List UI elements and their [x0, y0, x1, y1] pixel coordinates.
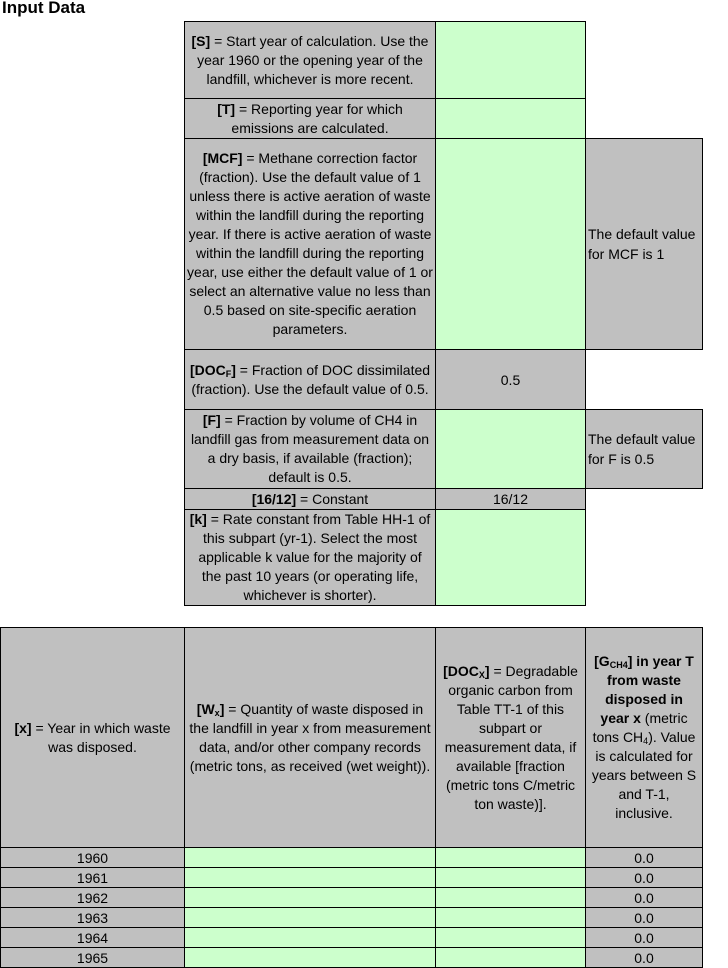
param-text: = Rate constant from Table HH-1 of this subpart (yr-1). Select the most applicable k value for the majority of the past 10 years (or operating life, whichever is shorter).: [198, 511, 431, 603]
header-year: [x] = Year in which waste was disposed.: [0, 627, 185, 848]
doc-cell[interactable]: [435, 887, 586, 908]
waste-quantity-cell[interactable]: [184, 907, 436, 928]
note-f: The default value for F is 0.5: [585, 409, 703, 489]
param-key: [T]: [217, 100, 236, 117]
page-title: Input Data: [2, 0, 86, 17]
input-value-docf: 0.5: [435, 349, 586, 410]
param-text: = Start year of calculation. Use the year 1960 or the opening year of the landfill, whichever is more recent.: [197, 32, 429, 87]
input-desc-mcf: [184, 138, 436, 350]
param-text: = Methane correction factor (fraction). Use the default value of 1 unless there is active aeration of waste within the landfill during the reporting year. If there is active aeration of waste within the landfill during the reporting year, use either the default value of 1 or select an alternative value no less than 0.5 based on site-specific aeration parameters.: [187, 150, 433, 337]
waste-quantity-cell[interactable]: [184, 887, 436, 908]
waste-quantity-cell[interactable]: [184, 847, 436, 868]
input-value-mcf[interactable]: [435, 138, 586, 350]
input-desc-docf: [184, 349, 436, 410]
year-cell: 1965: [0, 947, 185, 968]
waste-quantity-cell[interactable]: [184, 867, 436, 888]
waste-quantity-cell[interactable]: [184, 947, 436, 968]
param-text: = Fraction by volume of CH4 in landfill gas from measurement data on a dry basis, if available (fraction); default is 0.5.: [190, 412, 430, 485]
param-key: [16/12]: [251, 490, 297, 507]
gch4-cell: 0.0: [585, 907, 703, 928]
input-value-f[interactable]: [435, 409, 586, 489]
gch4-cell: 0.0: [585, 947, 703, 968]
header-doc: $[DOC_X]$ = Degradable organic carbon from Table TT-1 of this subpart or measurement data, if available [fraction (metric tons C/metric ton waste)].: [435, 627, 586, 848]
param-key: [k]: [189, 511, 207, 527]
input-desc-s: [184, 21, 436, 99]
doc-cell[interactable]: [435, 867, 586, 888]
param-key: [F]: [202, 412, 221, 428]
year-cell: 1964: [0, 927, 185, 948]
input-value-constant: 16/12: [435, 488, 586, 510]
param-key: $[DOC_F]$: [189, 361, 236, 379]
input-desc-k: [184, 509, 436, 606]
year-cell: 1962: [0, 887, 185, 908]
header-gch4: $[G_{CH4}]$ in year T from waste disposed in year x (metric tons $CH_4$). Value is calculated for years between S and T-1, inclusive.: [585, 627, 703, 848]
param-key: [MCF]: [202, 150, 243, 166]
waste-quantity-cell[interactable]: [184, 927, 436, 948]
year-cell: 1963: [0, 907, 185, 928]
doc-cell[interactable]: [435, 847, 586, 868]
doc-cell[interactable]: [435, 927, 586, 948]
input-desc-t: [184, 98, 436, 139]
year-cell: 1961: [0, 867, 185, 888]
gch4-cell: 0.0: [585, 887, 703, 908]
gch4-cell: 0.0: [585, 847, 703, 868]
input-value-k[interactable]: [435, 509, 586, 606]
gch4-cell: 0.0: [585, 927, 703, 948]
header-waste-quantity: $[W_x]$ = Quantity of waste disposed in the landfill in year x from measurement data, and/or other company records (metric tons, as received (wet weight)).: [184, 627, 436, 848]
input-desc-constant: [184, 488, 436, 510]
doc-cell[interactable]: [435, 947, 586, 968]
input-value-s[interactable]: [435, 21, 586, 99]
param-text: = Constant: [296, 490, 369, 507]
input-desc-f: [184, 409, 436, 489]
param-text: = Reporting year for which emissions are calculated.: [231, 100, 403, 136]
gch4-cell: 0.0: [585, 867, 703, 888]
input-value-t[interactable]: [435, 98, 586, 139]
param-text: = Fraction of DOC dissimilated (fraction). Use the default value of 0.5.: [191, 361, 431, 397]
note-mcf: The default value for MCF is 1: [585, 138, 703, 350]
year-cell: 1960: [0, 847, 185, 868]
doc-cell[interactable]: [435, 907, 586, 928]
param-key: [S]: [191, 32, 211, 49]
